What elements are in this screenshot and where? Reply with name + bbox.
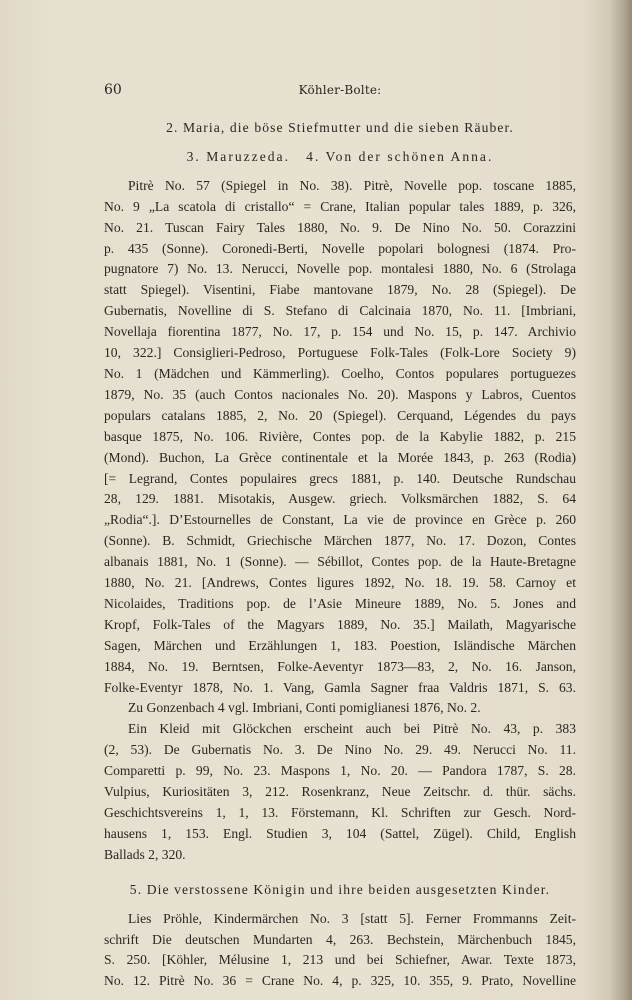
text-line: (Mond). Buchon, La Grèce continentale et la Morée 1843, p. 263 (Rodia) [104, 449, 576, 465]
text-line: basque 1875, No. 106. Rivière, Contes pop. de la Kabylie 1882, p. 215 [104, 428, 576, 444]
text-line: Gubernatis, Novelline di S. Stefano di Calcinaia 1870, No. 11. [Imbriani, [104, 303, 576, 319]
section-heading-5: 5. Die verstossene Königin und ihre beiden ausgesetzten Kinder. [129, 881, 551, 897]
section-heading-2: 2. Maria, die böse Stiefmutter und die sieben Räuber. [166, 120, 514, 135]
text-line: Sagen, Märchen und Erzählungen 1, 183. Poestion, Isländische Märchen [104, 637, 576, 653]
text-line: schrift Die deutschen Mundarten 4, 263. Bechstein, Märchenbuch 1845, [104, 931, 576, 947]
text-line: No. 1 (Mädchen und Kämmerling). Coelho, Contos populares portuguezes [104, 365, 576, 381]
text-line: No. 21. Tuscan Fairy Tales 1880, No. 9. De Nino No. 50. Corazzini [104, 219, 576, 235]
text-line: 1879, No. 35 (auch Contos nacionales No. 20). Maspons y Labros, Cuentos [104, 386, 576, 402]
text-line: S. 250. [Köhler, Mélusine 1, 213 und bei Schiefner, Awar. Texte 1873, [104, 952, 576, 968]
text-line: (2, 53). De Gubernatis No. 3. De Nino No. 29. 49. Nerucci No. 11. [104, 742, 576, 758]
text-line: hausens 1, 153. Engl. Studien 3, 104 (Sattel, Zügel). Child, English [104, 825, 576, 841]
text-line: 1880, No. 21. [Andrews, Contes ligures 1892, No. 18. 19. 58. Carnoy et [104, 575, 576, 591]
text-line: No. 12. Pitrè No. 36 = Crane No. 4, p. 325, 10. 355, 9. Prato, Novelline [104, 973, 576, 989]
text-line: Novellaja fiorentina 1877, No. 17, p. 154 und No. 15, p. 147. Archivio [104, 324, 576, 340]
text-line: „Rodia“.]. D’Estournelles de Constant, La vie de province en Grèce p. 260 [104, 512, 576, 528]
page-header [104, 82, 576, 102]
page-number: 60 [104, 82, 122, 98]
paragraph-gonzenbach: Zu Gonzenbach 4 vgl. Imbriani, Conti pomiglianesi 1876, No. 2. [128, 700, 481, 716]
text-line: 10, 322.] Consiglieri-Pedroso, Portuguese Folk-Tales (Folk-Lore Society 9) [104, 345, 576, 361]
text-line: Geschichtsvereins 1, 1, 13. Förstemann, Kl. Schriften zur Gesch. Nord- [104, 805, 576, 820]
text-line: Vulpius, Kuriositäten 3, 212. Rosenkranz, Neue Zeitschr. d. thür. sächs. [104, 784, 576, 800]
text-line: Comparetti p. 99, No. 23. Maspons 1, No. 20. — Pandora 1787, S. 28. [104, 763, 576, 779]
text-line: albanais 1881, No. 1 (Sonne). — Sébillot, Contes pop. de la Haute-Bretagne [104, 554, 576, 570]
paragraph-kleid [104, 719, 576, 865]
text-line: statt Spiegel). Visentini, Fiabe mantovane 1879, No. 28 (Spiegel). De [104, 282, 576, 298]
text-line: populars catalans 1885, 2, No. 20 (Spiegel). Cerquand, Légendes du pays [104, 407, 576, 423]
text-line: Nicolaides, Traditions pop. de l’Asie Mineure 1889, No. 5. Jones and [104, 595, 576, 611]
paragraph-references [104, 176, 576, 699]
text-line: No. 9 „La scatola di cristallo“ = Crane, Italian popular tales 1889, p. 326, [104, 198, 576, 214]
text-line: Ein Kleid mit Glöckchen erscheint auch bei Pitrè No. 43, p. 383 [128, 721, 576, 737]
section-heading-3-4: 3. Maruzzeda. 4. Von der schönen Anna. [186, 148, 494, 164]
text-line: Kropf, Folk-Tales of the Magyars 1889, No. 35.] Mailath, Magyarische [104, 616, 576, 632]
text-line: 28, 129. 1881. Misotakis, Ausgew. griech. Volksmärchen 1882, S. 64 [104, 491, 576, 507]
text-line: Folke-Eventyr 1878, No. 1. Vang, Gamla Sagner fraa Valdris 1871, S. 63. [104, 679, 576, 695]
text-line: p. 435 (Sonne). Coronedi-Berti, Novelle popolari bolognesi (1874. Pro- [104, 240, 576, 256]
text-line: Pitrè No. 57 (Spiegel in No. 38). Pitrè, Novelle pop. toscane 1885, [128, 177, 576, 193]
paragraph-section5 [104, 909, 576, 993]
text-line: pugnatore 7) No. 13. Nerucci, Novelle pop. montalesi 1880, No. 6 (Strolaga [104, 261, 576, 277]
text-line: 1884, No. 19. Berntsen, Folke-Aeventyr 1873—83, 2, No. 16. Janson, [104, 658, 576, 674]
text-line: Ballads 2, 320. [104, 846, 186, 862]
text-line: [= Legrand, Contes populaires grecs 1881, p. 140. Deutsche Rundschau [104, 470, 576, 486]
page-edge-shadow [610, 0, 632, 1000]
running-title: Köhler-Bolte: [298, 83, 382, 97]
text-line: Lies Pröhle, Kindermärchen No. 3 [statt 5]. Ferner Frommanns Zeit- [128, 910, 576, 926]
text-line: (Sonne). B. Schmidt, Griechische Märchen 1877, No. 17. Dozon, Contes [104, 533, 576, 549]
page-content [104, 118, 576, 992]
